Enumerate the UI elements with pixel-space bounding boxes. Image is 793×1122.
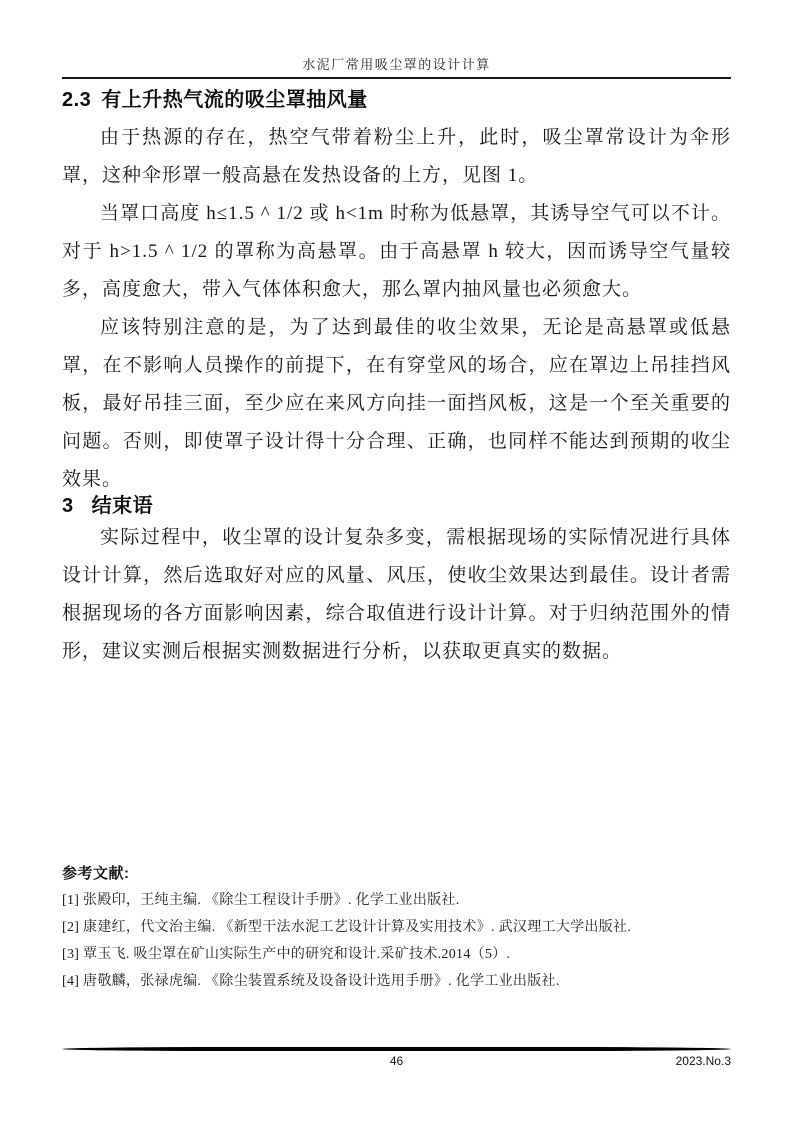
section-3 <box>62 493 731 671</box>
issue-label: 2023.No.3 <box>675 1054 731 1068</box>
reference-item: [3] 覃玉飞. 吸尘罩在矿山实际生产中的研究和设计.采矿技术.2014（5）. <box>62 947 511 962</box>
section-title: 结束语 <box>91 495 154 517</box>
section-2-3 <box>62 87 731 499</box>
footer-row <box>62 1054 731 1069</box>
section-title: 有上升热气流的吸尘罩抽风量 <box>101 89 368 111</box>
header-divider <box>62 77 731 79</box>
section-number: 2.3 <box>62 89 92 111</box>
references-section <box>62 864 731 995</box>
page-number: 46 <box>389 1054 404 1068</box>
reference-item: [1] 张殿印，王纯主编. 《除尘工程设计手册》. 化学工业出版社. <box>62 893 460 908</box>
paragraph: 当罩口高度 h≤1.5 ^ 1/2 或 h<1m 时称为低悬罩，其诱导空气可以不计。对于 h>1.5 ^ 1/2 的罩称为高悬罩。由于高悬罩 h 较大，因而诱导空气量较多，高度愈大，带入气体体积愈大，那么罩内抽风量也必须愈大。 <box>62 203 731 300</box>
reference-item: [2] 康建红，代文治主编. 《新型干法水泥工艺设计计算及实用技术》. 武汉理工大学出版社. <box>62 920 632 935</box>
page-header <box>62 0 731 79</box>
page-footer <box>62 1047 731 1069</box>
section-heading <box>62 493 731 519</box>
section-heading <box>62 87 731 113</box>
paragraph: 实际过程中，收尘罩的设计复杂多变，需根据现场的实际情况进行具体设计计算，然后选取好对应的风量、风压，使收尘效果达到最佳。设计者需根据现场的各方面影响因素，综合取值进行设计计算。对于归纳范围外的情形，建议实测后根据实测数据进行分析，以获取更真实的数据。 <box>62 527 731 662</box>
references-list <box>62 887 731 995</box>
running-title: 水泥厂常用吸尘罩的设计计算 <box>302 57 491 72</box>
references-heading: 参考文献: <box>62 865 130 882</box>
paragraph: 应该特别注意的是，为了达到最佳的收尘效果，无论是高悬罩或低悬罩，在不影响人员操作的前提下，在有穿堂风的场合，应在罩边上吊挂挡风板，最好吊挂三面，至少应在来风方向挂一面挡风板，这是一个至关重要的问题。否则，即使罩子设计得十分合理、正确，也同样不能达到预期的收尘效果。 <box>62 317 731 490</box>
footer-divider <box>62 1047 731 1051</box>
section-number: 3 <box>62 495 74 517</box>
paragraph: 由于热源的存在，热空气带着粉尘上升，此时，吸尘罩常设计为伞形罩，这种伞形罩一般高悬在发热设备的上方，见图 1。 <box>62 127 731 186</box>
reference-item: [4] 唐敬麟，张禄虎编. 《除尘装置系统及设备设计选用手册》. 化学工业出版社. <box>62 974 560 989</box>
